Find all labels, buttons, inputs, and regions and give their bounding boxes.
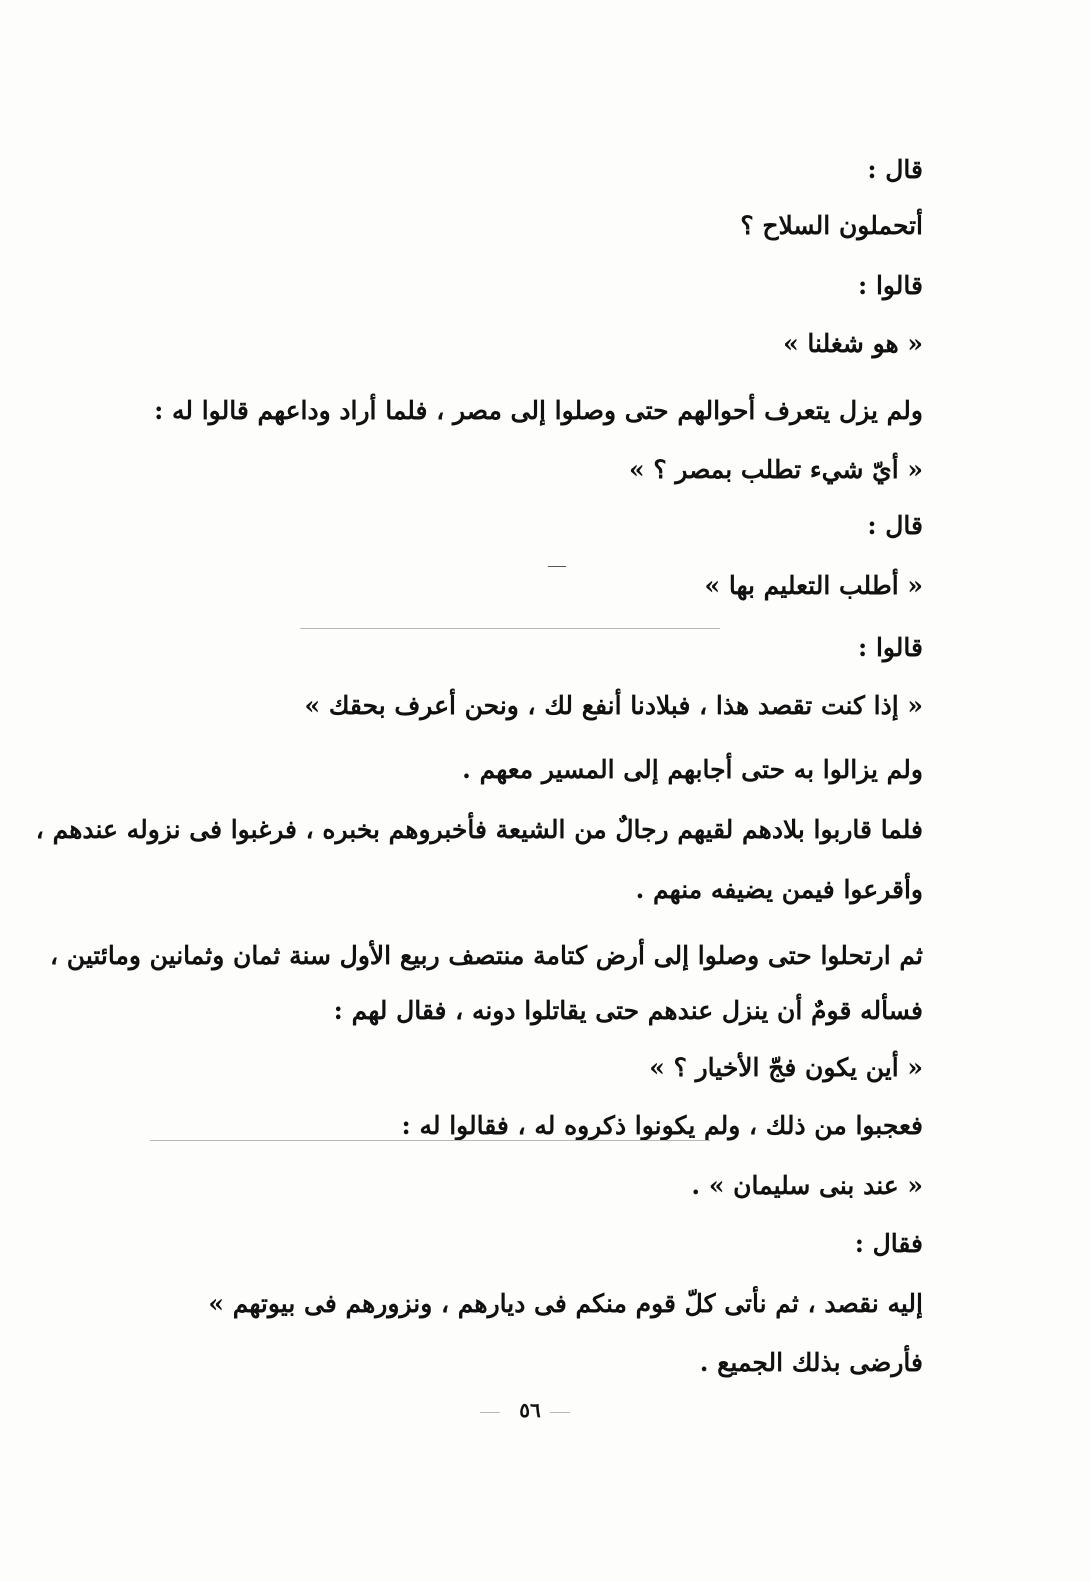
text-line: قال :	[867, 155, 923, 184]
text-line: قال :	[867, 511, 923, 540]
text-line: « هو شغلنا »	[783, 329, 923, 358]
text-line: ولم يزالوا به حتى أجابهم إلى المسير معهم .	[462, 755, 923, 784]
scan-speck	[480, 1412, 500, 1413]
text-line: « عند بنى سليمان » .	[691, 1171, 923, 1200]
text-line: فلما قاربوا بلادهم لقيهم رجالٌ من الشيعة فأخبروهم بخبره ، فرغبوا فى نزوله عندهم ،	[35, 815, 923, 844]
text-line: « أطلب التعليم بها »	[704, 571, 923, 600]
text-line: « إذا كنت تقصد هذا ، فبلادنا أنفع لك ، ونحن أعرف بحقك »	[304, 691, 923, 720]
text-line: « أين يكون فجّ الأخيار ؟ »	[649, 1053, 923, 1082]
text-line: ولم يزل يتعرف أحوالهم حتى وصلوا إلى مصر ، فلما أراد وداعهم قالوا له :	[154, 396, 923, 425]
page-number: ٥٦	[519, 1398, 541, 1422]
text-line: فسأله قومٌ أن ينزل عندهم حتى يقاتلوا دونه ، فقال لهم :	[333, 996, 923, 1025]
text-line: « أيّ شيء تطلب بمصر ؟ »	[629, 455, 923, 484]
text-line: إليه نقصد ، ثم نأتى كلّ قوم منكم فى ديارهم ، ونزورهم فى بيوتهم »	[208, 1289, 923, 1318]
text-line: وأقرعوا فيمن يضيفه منهم .	[635, 875, 923, 904]
text-line: ثم ارتحلوا حتى وصلوا إلى أرض كتامة منتصف ربيع الأول سنة ثمان وثمانين ومائتين ،	[50, 941, 923, 970]
text-line: فأرضى بذلك الجميع .	[699, 1348, 923, 1377]
text-line: فقال :	[854, 1229, 923, 1258]
text-line: قالوا :	[858, 271, 923, 300]
scan-speck	[150, 1140, 710, 1141]
text-line: قالوا :	[858, 633, 923, 662]
scan-speck	[300, 628, 720, 629]
text-line: فعجبوا من ذلك ، ولم يكونوا ذكروه له ، فقالوا له :	[401, 1111, 923, 1140]
scan-speck	[550, 1412, 570, 1413]
scan-speck	[548, 566, 566, 567]
text-line: أتحملون السلاح ؟	[740, 211, 923, 240]
